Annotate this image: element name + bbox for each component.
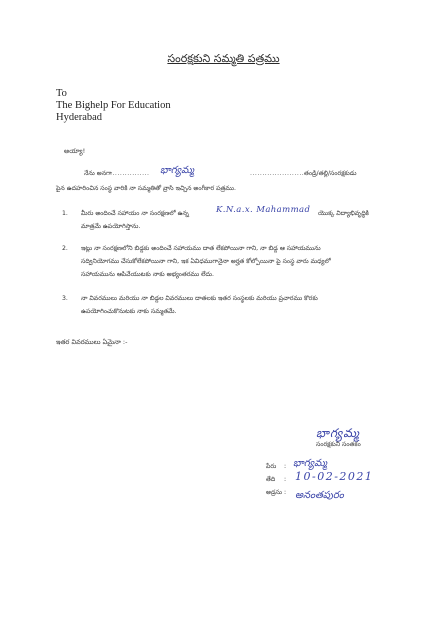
page-title: సంరక్షకుని సమ్మతి పత్రము xyxy=(167,52,280,65)
guardian-signature: భాగ్యమ్మ xyxy=(316,426,360,440)
address-field-colon: : xyxy=(284,489,287,496)
intro-handwritten-name: భాగ్యమ్మ xyxy=(160,165,195,176)
address-field-label: అడ్రసు xyxy=(266,489,283,496)
address-city: Hyderabad xyxy=(56,112,103,123)
item-3-line-1-text: నా వివరములు మరియు నా బిడ్డల వివరములు దాతలకు ఇతర సంస్థలకు మరియు ప్రచారము కొరకు xyxy=(81,295,318,302)
item-3-line-2-text: ఉపయోగించుకొనుటకు నాకు సమ్మతమే. xyxy=(81,308,177,315)
item-1-line-2-text: మాత్రమే ఉపయోగిస్తాను. xyxy=(81,223,141,230)
item-number: 2. xyxy=(62,245,68,252)
name-field-colon: : xyxy=(284,463,287,470)
name-field-label: పేరు xyxy=(266,463,277,470)
item-1-line-1-text: మీరు అందించే సహాయం నా సంరక్షణలో ఉన్న xyxy=(81,210,189,217)
intro-dots-right: ...................... xyxy=(250,170,305,177)
address-organization: The Bighelp For Education xyxy=(56,100,171,111)
other-details-label: ఇతర వివరములు ఏమైనా :- xyxy=(56,338,128,346)
date-field-colon: : xyxy=(284,476,287,483)
signature-label: సంరక్షకుని సంతకం xyxy=(316,441,361,448)
address-to: To xyxy=(56,88,67,99)
intro-statement: పైన ఉదహరించిన సంస్థ వారికి నా సమ్మతితో వ్రాసి ఇచ్చిన అంగీకార పత్రము. xyxy=(56,185,236,192)
intro-role: తండ్రి/తల్లి/సంరక్షకుడు xyxy=(304,170,357,177)
item-1-line-1-suffix: యొక్క విద్యాభివృద్ధికి xyxy=(318,210,369,217)
item-2-line-1-text: ఇట్లు నా సంరక్షణలోని బిడ్డకు అందించే సహాయము దాత లేకపోయినా గాని, నా బిడ్డ ఆ సహాయమును xyxy=(81,245,321,252)
item-2-line-2-text: సద్వినియోగము చేసుకోలేకపోయినా గాని, ఇక ఏవిధముగానైనా అర్హత కోల్పోయినా పై సంస్థ వారు మధ్యలో xyxy=(81,258,331,265)
date-field-label: తేది xyxy=(266,476,276,483)
address-field-value: అనంతపురం xyxy=(295,490,344,501)
name-field-value: భాగ్యమ్మ xyxy=(293,458,328,469)
salutation: అయ్యా! xyxy=(64,147,86,155)
intro-prefix: నేను అనగా xyxy=(84,170,112,177)
item-1-handwritten-student: K.N.a.x. Mahammad xyxy=(216,205,311,215)
item-number: 3. xyxy=(62,295,68,302)
date-field-value: 10-02-2021 xyxy=(295,470,374,483)
item-2-line-3-text: సహాయమును ఆపివేయుటకు నాకు అభ్యంతరము లేదు. xyxy=(81,271,214,278)
intro-dots-left: ................ xyxy=(110,170,150,177)
item-number: 1. xyxy=(62,210,68,217)
